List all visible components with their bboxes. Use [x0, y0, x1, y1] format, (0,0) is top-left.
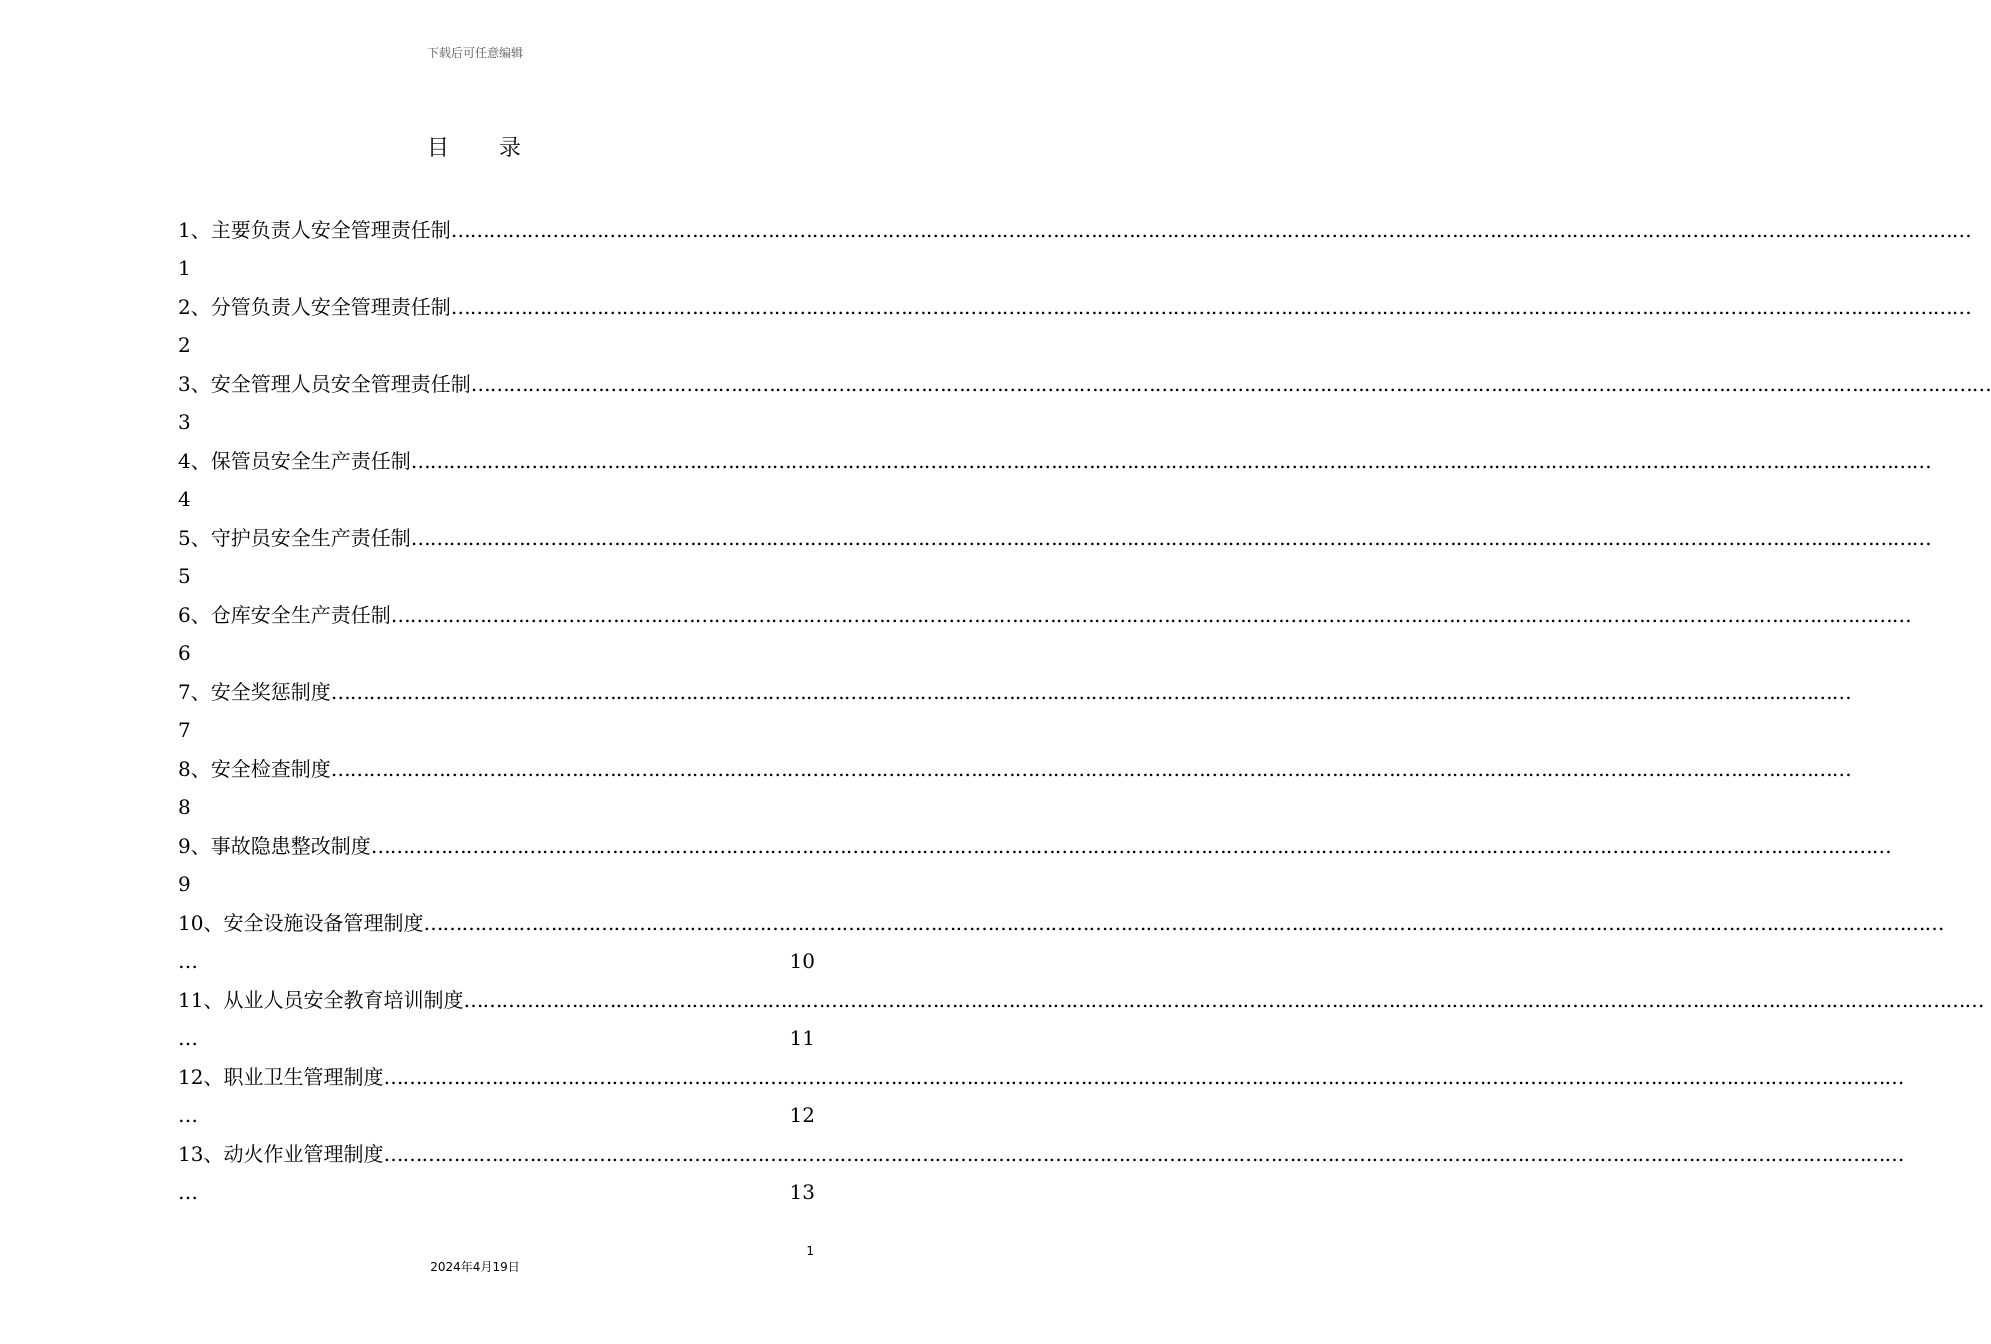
toc-leader-dots: …………………………………………………………………………………………………………………………………………………………………………………………………………………… [370, 834, 1891, 858]
toc-entry-label: 5、守护员安全生产责任制 [178, 526, 411, 550]
toc-leader-dots: …………………………………………………………………………………………………………………………………………………………………………………………………………………… [410, 449, 1931, 473]
toc-entry[interactable] [178, 1058, 1904, 1135]
toc-page-number: 5 [178, 564, 191, 588]
toc-entry-page-line [178, 788, 815, 826]
toc-entry[interactable] [178, 827, 1891, 904]
toc-leader-dots: …………………………………………………………………………………………………………………………………………………………………………………………………………………… [450, 218, 1971, 242]
toc-entry-label: 8、安全检查制度 [178, 757, 331, 781]
toc-title: 目 录 [426, 136, 523, 161]
toc-entry-page-line [178, 1096, 815, 1134]
toc-page-number: 11 [789, 1026, 815, 1050]
toc-leader-dots: …………………………………………………………………………………………………………………………………………………………………………………………………………………… [450, 295, 1971, 319]
toc-entry[interactable] [178, 904, 1944, 981]
toc-entry-line [178, 519, 1931, 557]
toc-entry-label: 3、安全管理人员安全管理责任制 [178, 372, 471, 396]
toc-leader-dots: …………………………………………………………………………………………………………………………………………………………………………………………………………………… [390, 603, 1911, 627]
toc-entry-line [178, 673, 1851, 711]
toc-leader-dots: … [178, 1026, 197, 1050]
toc-leader-dots: …………………………………………………………………………………………………………………………………………………………………………………………………………………… [463, 988, 1984, 1012]
toc-entry-line [178, 1058, 1904, 1096]
toc-leader-dots: …………………………………………………………………………………………………………………………………………………………………………………………………………………… [410, 526, 1931, 550]
toc-entry-line [178, 827, 1891, 865]
toc-entry[interactable] [178, 981, 1984, 1058]
toc-entry-page-line [178, 1019, 815, 1057]
toc-page-number: 9 [178, 872, 191, 896]
toc-entry-label: 4、保管员安全生产责任制 [178, 449, 411, 473]
toc-entry-label: 7、安全奖惩制度 [178, 680, 331, 704]
toc-entry-label: 9、事故隐患整改制度 [178, 834, 371, 858]
toc-entry[interactable] [178, 596, 1911, 673]
toc-leader-dots: … [178, 949, 197, 973]
toc-page-number: 1 [178, 256, 191, 280]
toc-leader-dots: …………………………………………………………………………………………………………………………………………………………………………………………………………………… [383, 1065, 1904, 1089]
toc-entry[interactable] [178, 365, 1991, 442]
toc-entry-line [178, 596, 1911, 634]
toc-entry[interactable] [178, 673, 1851, 750]
toc-leader-dots: …………………………………………………………………………………………………………………………………………………………………………………………………………………… [330, 757, 1851, 781]
toc-page-number: 13 [789, 1180, 815, 1204]
table-of-contents [178, 211, 1991, 1212]
toc-entry-line [178, 904, 1944, 942]
toc-entry-page-line [178, 249, 815, 287]
toc-entry-label: 2、分管负责人安全管理责任制 [178, 295, 451, 319]
toc-leader-dots: …………………………………………………………………………………………………………………………………………………………………………………………………………………… [383, 1142, 1904, 1166]
toc-entry-line [178, 750, 1851, 788]
toc-leader-dots: … [178, 1180, 197, 1204]
toc-entry[interactable] [178, 1135, 1904, 1212]
toc-entry-label: 13、动火作业管理制度 [178, 1142, 384, 1166]
toc-entry[interactable] [178, 288, 1971, 365]
toc-entry-label: 12、职业卫生管理制度 [178, 1065, 384, 1089]
toc-page-number: 3 [178, 410, 191, 434]
toc-page-number: 12 [789, 1103, 815, 1127]
page-number: 1 [806, 1244, 814, 1258]
toc-entry-line [178, 365, 1991, 403]
footer-date: 2024年4月19日 [430, 1260, 520, 1274]
toc-page-number: 2 [178, 333, 191, 357]
toc-leader-dots: …………………………………………………………………………………………………………………………………………………………………………………………………………………… [330, 680, 1851, 704]
header-note: 下载后可任意编辑 [426, 46, 523, 60]
toc-entry[interactable] [178, 750, 1851, 827]
toc-entry-page-line [178, 942, 815, 980]
toc-entry[interactable] [178, 519, 1931, 596]
toc-page-number: 10 [789, 949, 815, 973]
toc-entry-label: 10、安全设施设备管理制度 [178, 911, 424, 935]
toc-page-number: 7 [178, 718, 191, 742]
toc-leader-dots: …………………………………………………………………………………………………………………………………………………………………………………………………………………… [423, 911, 1944, 935]
toc-entry-page-line [178, 634, 815, 672]
toc-entry-line [178, 288, 1971, 326]
toc-page-number: 8 [178, 795, 191, 819]
toc-entry-page-line [178, 326, 815, 364]
toc-entry[interactable] [178, 211, 1971, 288]
toc-entry-page-line [178, 1173, 815, 1211]
toc-leader-dots: … [178, 1103, 197, 1127]
toc-entry-line [178, 442, 1931, 480]
toc-entry-page-line [178, 557, 815, 595]
toc-entry-label: 6、仓库安全生产责任制 [178, 603, 391, 627]
toc-page-number: 6 [178, 641, 191, 665]
toc-entry-label: 1、主要负责人安全管理责任制 [178, 218, 451, 242]
toc-entry-page-line [178, 865, 815, 903]
toc-entry-page-line [178, 403, 815, 441]
toc-entry-page-line [178, 711, 815, 749]
toc-entry-page-line [178, 480, 815, 518]
toc-entry-line [178, 981, 1984, 1019]
toc-leader-dots: …………………………………………………………………………………………………………………………………………………………………………………………………………………… [470, 372, 1991, 396]
toc-entry-line [178, 211, 1971, 249]
toc-entry-label: 11、从业人员安全教育培训制度 [178, 988, 464, 1012]
toc-entry[interactable] [178, 442, 1931, 519]
toc-page-number: 4 [178, 487, 191, 511]
toc-entry-line [178, 1135, 1904, 1173]
